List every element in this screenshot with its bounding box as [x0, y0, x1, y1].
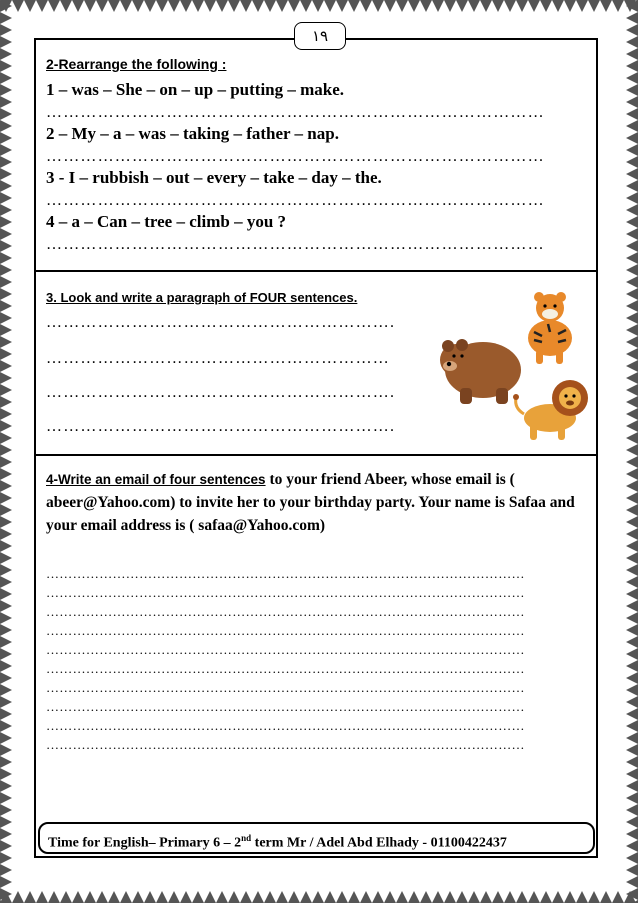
rearrange-item-4: 4 – a – Can – tree – climb – you ? [46, 212, 287, 231]
paragraph-line-3[interactable]: ……………………………………………………. [46, 384, 396, 401]
email-line-8[interactable]: ……………………………………………………………………………………………… [46, 699, 525, 714]
rearrange-item-1: 1 – was – She – on – up – putting – make. [46, 80, 345, 99]
paragraph-line-1[interactable]: ……………………………………………………. [46, 314, 396, 331]
left-border [0, 0, 14, 903]
email-line-7[interactable]: ……………………………………………………………………………………………… [46, 680, 525, 695]
email-line-6[interactable]: ……………………………………………………………………………………………… [46, 661, 525, 676]
email-line-5[interactable]: ……………………………………………………………………………………………… [46, 642, 525, 657]
animals-picture [438, 290, 598, 450]
bottom-border [0, 889, 638, 903]
email-line-2[interactable]: ……………………………………………………………………………………………… [46, 585, 525, 600]
paragraph-line-2[interactable]: …………………………………………………… [46, 350, 390, 367]
footer-superscript: nd [241, 833, 252, 843]
lion-image [513, 380, 588, 440]
page-number: ١٩ [294, 22, 346, 50]
section4-heading: 4-Write an email of four sentences [46, 472, 266, 487]
footer-text-2: term Mr / Adel Abd Elhady - 01100422437 [251, 835, 507, 851]
answer-line-1[interactable]: …………………………………………………………………………… [46, 104, 545, 121]
answer-line-2[interactable]: …………………………………………………………………………… [46, 148, 545, 165]
top-border [0, 0, 638, 14]
section-divider-2 [34, 454, 598, 456]
section4-instructions [46, 468, 591, 537]
right-border [624, 0, 638, 903]
section4-body: to your friend Abeer, whose email is ( abeer@Yahoo.com) to invite her to your birthday party. Your name is Safaa and your email address is ( safaa@Yahoo.com) [46, 471, 575, 534]
section3-heading: 3. Look and write a paragraph of FOUR sentences. [46, 290, 358, 305]
section-divider-1 [34, 270, 598, 272]
email-line-1[interactable]: ……………………………………………………………………………………………… [46, 566, 525, 581]
email-line-9[interactable]: ……………………………………………………………………………………………… [46, 718, 525, 733]
footer-text-1: Time for English– Primary 6 – 2 [48, 835, 242, 851]
rearrange-item-3: 3 - I – rubbish – out – every – take – day – the. [46, 168, 382, 187]
bear-image [440, 339, 521, 404]
email-line-4[interactable]: ……………………………………………………………………………………………… [46, 623, 525, 638]
answer-line-4[interactable]: …………………………………………………………………………… [46, 236, 545, 253]
email-line-3[interactable]: ……………………………………………………………………………………………… [46, 604, 525, 619]
footer-banner [38, 822, 595, 854]
tiger-image [528, 292, 572, 364]
rearrange-item-2: 2 – My – a – was – taking – father – nap. [46, 124, 339, 143]
section2-heading: 2-Rearrange the following : [46, 56, 227, 72]
email-line-10[interactable]: ……………………………………………………………………………………………… [46, 737, 525, 752]
answer-line-3[interactable]: …………………………………………………………………………… [46, 192, 545, 209]
paragraph-line-4[interactable]: ……………………………………………………. [46, 418, 396, 435]
